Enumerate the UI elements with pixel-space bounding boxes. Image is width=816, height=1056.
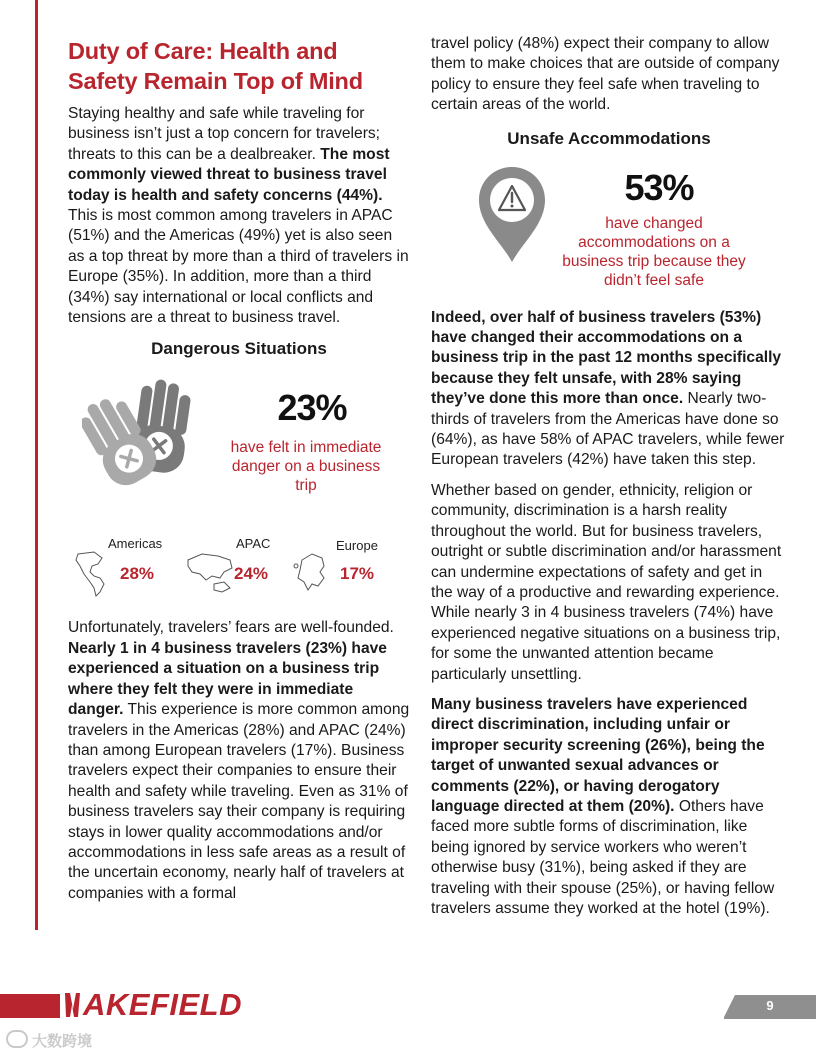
region-value: 17% [340, 564, 375, 584]
region-apac [184, 534, 294, 604]
unsafe-accommodations-heading: Unsafe Accommodations [507, 128, 711, 148]
accommodations-paragraph: Indeed, over half of business travelers (53%) have changed their accommodations on a business trip in the past 12 months specifically because they felt unsafe, with 28% saying they’ve done this more than once. Nearly two-thirds of travelers from the Americas have done so (64%), as have 58% of APAC travelers, while fewer European travelers (42%) have taken this step. [431, 308, 785, 469]
page-number: 9 [766, 998, 774, 1013]
danger-infographic [68, 366, 410, 584]
raised-hands-icon [82, 376, 222, 502]
accent-vertical-bar [35, 0, 38, 930]
americas-map-icon [72, 550, 112, 598]
danger-stat-value: 23% [277, 387, 347, 429]
page-title: Duty of Care: Health and Safety Remain Top of Mind [68, 38, 363, 94]
asia-pacific-map-icon [184, 550, 236, 594]
unsafe-infographic [431, 158, 787, 308]
page-number-tab [724, 995, 816, 1019]
accommodations-stat-value: 53% [624, 166, 694, 208]
region-name: Americas [108, 536, 163, 552]
danger-stat-text: have felt in immediate danger on a business trip [230, 439, 382, 495]
watermark: 大数跨境 [6, 1030, 92, 1051]
continued-paragraph: travel policy (48%) expect their company to allow them to make choices that are outside of company policy to ensure they feel safe when traveling to certain areas of the world. [431, 35, 780, 114]
right-column [431, 34, 787, 919]
footer-accent-band [0, 994, 60, 1018]
region-name: APAC [236, 536, 271, 552]
region-value: 24% [234, 564, 269, 584]
accommodations-stat-text: have changed accommodations on a business trip because they didn’t feel safe [562, 214, 746, 289]
intro-paragraph: Staying healthy and safe while traveling for business isn’t just a top concern for travelers; threats to this can be a dealbreaker. The most commonly viewed threat to business travel today is health and safety concerns (44%). This is most common among travelers in APAC (51%) and the Americas (49%) yet is also seen as a top threat by more than a third of travelers in Europe (35%). In addition, more than a third (34%) say international or local conflicts and tensions are a threat to business travel. [68, 105, 409, 327]
wakefield-logo: AKEFIELD [64, 988, 242, 1022]
region-breakdown [68, 534, 410, 604]
warning-location-pin-icon [475, 164, 549, 264]
region-name: Europe [336, 538, 378, 554]
europe-map-icon [292, 550, 332, 598]
region-value: 28% [120, 564, 155, 584]
dangerous-situations-heading: Dangerous Situations [151, 339, 327, 359]
region-europe [292, 534, 402, 604]
watermark-logo-icon [6, 1030, 28, 1048]
direct-discrimination-paragraph: Many business travelers have experienced direct discrimination, including unfair or improper security screening (26%), being the target of unwanted sexual advances or comments (22%), or having derogatory language directed at them (20%). Others have faced more subtle forms of discrimination, like being ignored by service workers who weren’t otherwise busy (31%), being asked if they are traveling with their spouse (25%), or having fellow travelers assume they worked at the hotel (19%). [431, 695, 775, 917]
left-column [68, 36, 410, 904]
region-americas [68, 534, 178, 604]
danger-paragraph: Unfortunately, travelers’ fears are well-founded. Nearly 1 in 4 business travelers (23%) have experienced a situation on a business trip where they felt they were in immediate danger. This experience is more common among travelers in the Americas (28%) and APAC (24%) than among European travelers (17%). Business travelers expect their companies to ensure their health and safety while traveling. Even as 31% of business travelers say their company is requiring stays in lower quality accommodations and/or accommodations in less safe areas as a result of the uncertain economy, nearly half of travelers at companies with a formal [68, 619, 410, 902]
discrimination-paragraph: Whether based on gender, ethnicity, religion or community, discrimination is a harsh reality throughout the world. But for business travelers, outright or subtle discrimination and/or harassment can undermine expectations of safety and get in the way of a productive and rewarding experience. While nearly 3 in 4 business travelers (74%) have experienced negative situations on a business trip, for some the unwanted attention became particularly unsettling. [431, 481, 782, 683]
